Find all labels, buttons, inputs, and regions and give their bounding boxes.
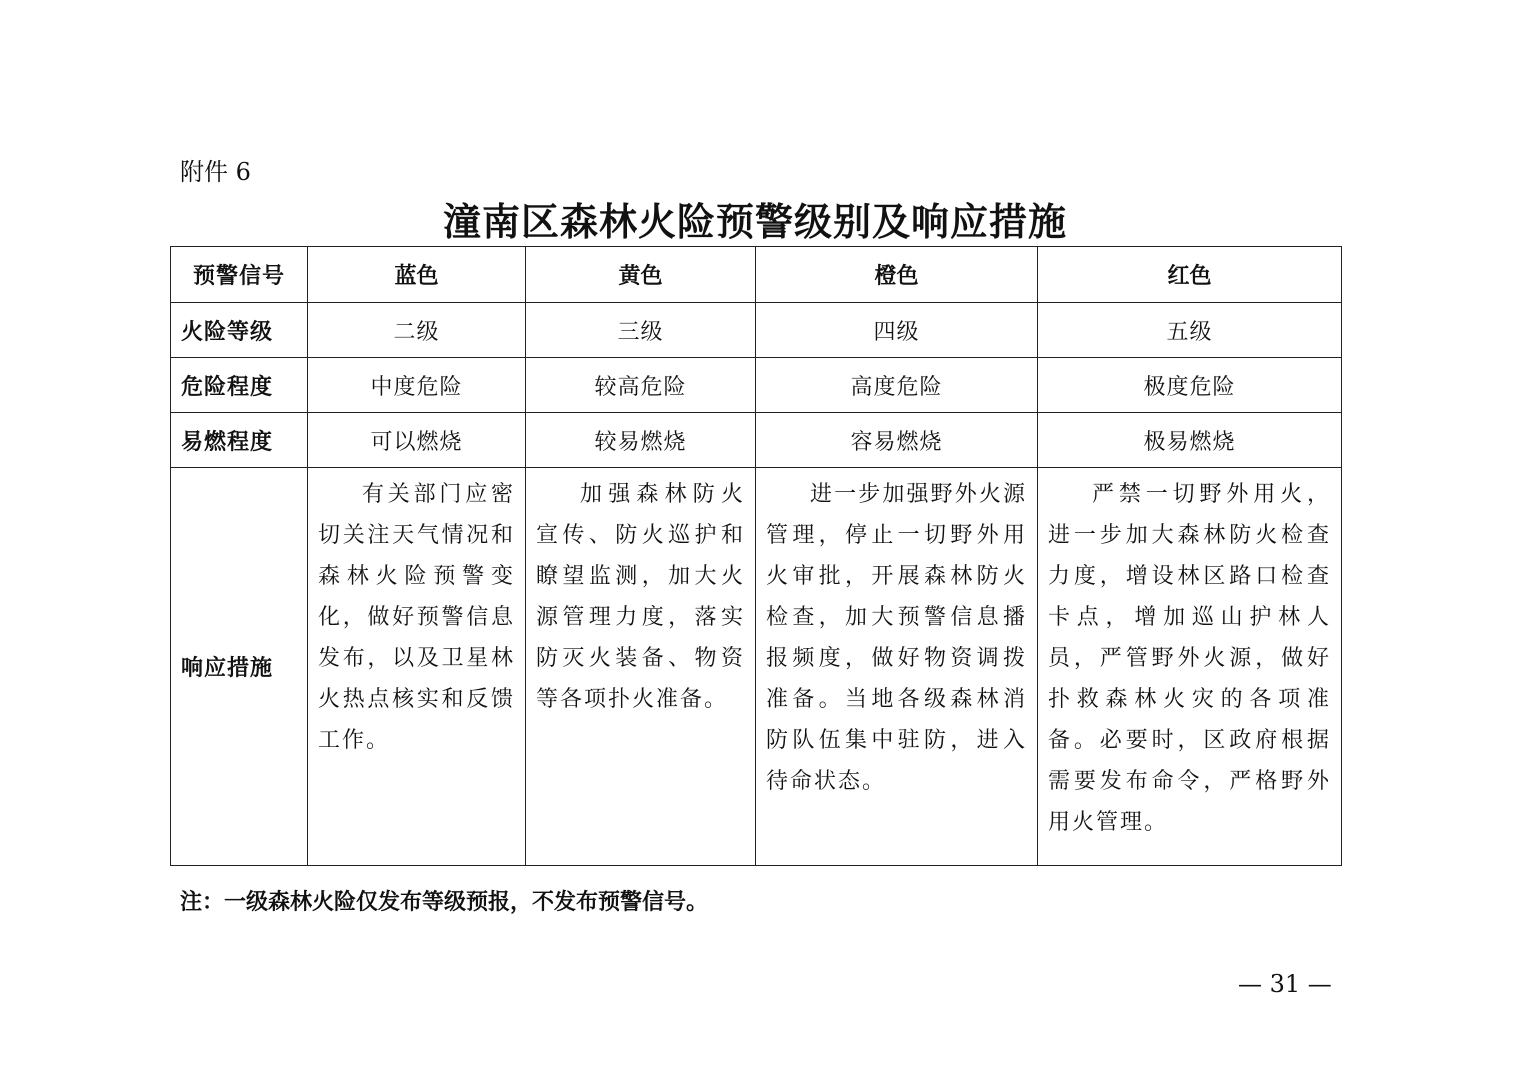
table-cell: 中度危险 (308, 358, 526, 413)
table-cell: 极度危险 (1038, 358, 1342, 413)
table-row-response-measures (171, 468, 1342, 866)
warning-levels-table (170, 246, 1342, 866)
table-row-danger-degree (171, 358, 1342, 413)
measure-text-blue: 有关部门应密切关注天气情况和森林火险预警变化，做好预警信息发布，以及卫星林火热点核实和反馈工作。 (308, 468, 526, 866)
measure-text-yellow: 加强森林防火宣传、防火巡护和瞭望监测，加大火源管理力度，落实防灭火装备、物资等各项扑火准备。 (526, 468, 756, 866)
table-row-flammability (171, 413, 1342, 468)
table-cell: 较高危险 (526, 358, 756, 413)
page-number: — 31 — (1238, 970, 1332, 998)
document-title: 潼南区森林火险预警级别及响应措施 (442, 199, 1067, 244)
table-cell: 较易燃烧 (526, 413, 756, 468)
column-header-yellow: 黄色 (526, 247, 756, 303)
table-note: 注：一级森林火险仅发布等级预报，不发布预警信号。 (180, 889, 709, 915)
column-header-orange: 橙色 (756, 247, 1038, 303)
header-label-warning-signal: 预警信号 (171, 247, 308, 303)
table-cell: 五级 (1038, 303, 1342, 358)
table-header-row (171, 247, 1342, 303)
row-label-danger-degree: 危险程度 (171, 358, 308, 413)
table-row-fire-risk-level (171, 303, 1342, 358)
column-header-blue: 蓝色 (308, 247, 526, 303)
attachment-label: 附件 6 (180, 158, 251, 186)
table-cell: 极易燃烧 (1038, 413, 1342, 468)
table-cell: 二级 (308, 303, 526, 358)
row-label-flammability: 易燃程度 (171, 413, 308, 468)
table-cell: 四级 (756, 303, 1038, 358)
table-cell: 三级 (526, 303, 756, 358)
row-label-fire-risk-level: 火险等级 (171, 303, 308, 358)
measure-text-orange: 进一步加强野外火源管理，停止一切野外用火审批，开展森林防火检查，加大预警信息播报频度，做好物资调拨准备。当地各级森林消防队伍集中驻防，进入待命状态。 (756, 468, 1038, 866)
table-cell: 可以燃烧 (308, 413, 526, 468)
table-cell: 高度危险 (756, 358, 1038, 413)
row-label-response-measures: 响应措施 (171, 468, 308, 866)
measure-text-red: 严禁一切野外用火，进一步加大森林防火检查力度，增设林区路口检查卡点，增加巡山护林人员，严管野外火源，做好扑救森林火灾的各项准备。必要时，区政府根据需要发布命令，严格野外用火管理。 (1038, 468, 1342, 866)
column-header-red: 红色 (1038, 247, 1342, 303)
table-cell: 容易燃烧 (756, 413, 1038, 468)
